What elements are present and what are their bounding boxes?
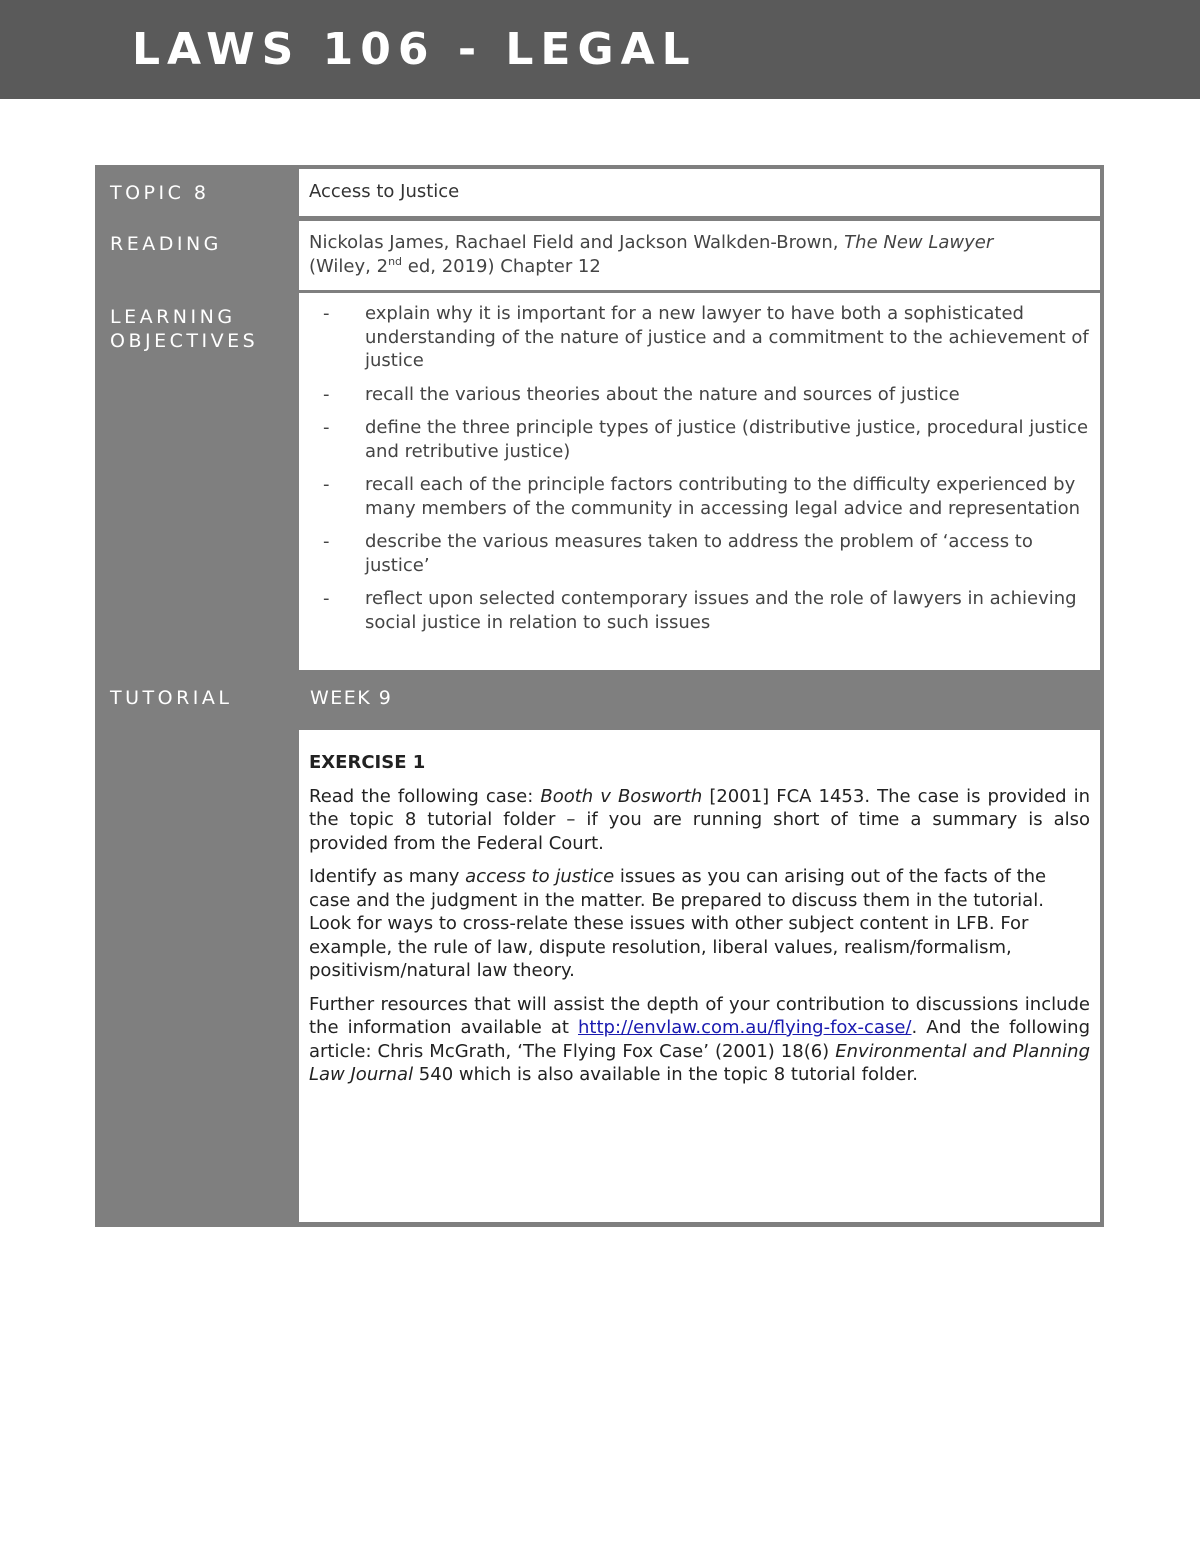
topic-value-cell — [299, 169, 1100, 216]
objectives-cell — [299, 293, 1100, 670]
list-item — [309, 416, 1090, 463]
exercise-cell — [299, 730, 1100, 1222]
list-item — [309, 302, 1090, 373]
topic-value: Access to Justice — [309, 181, 460, 202]
tutorial-label: TUTORIAL — [110, 687, 233, 709]
reading-label: READING — [110, 233, 222, 255]
exercise-paragraph-2 — [309, 865, 1090, 983]
topic-label: TOPIC 8 — [110, 182, 210, 204]
exercise-title: EXERCISE 1 — [309, 752, 426, 773]
p3-text-c: 540 which is also available in the topic 8 tutorial folder. — [413, 1064, 918, 1085]
objective-text: describe the various measures taken to address the problem of ‘access to justice’ — [365, 531, 1033, 576]
learning-objectives-label — [110, 305, 258, 353]
objective-text: reflect upon selected contemporary issues and the role of lawyers in achieving social justice in relation to such issues — [365, 588, 1077, 633]
reading-book-title: The New Lawyer — [844, 232, 994, 253]
bullet-dash: - — [323, 588, 330, 609]
reading-pub-suffix: ed, 2019) Chapter 12 — [402, 255, 601, 277]
objectives-list — [309, 302, 1090, 634]
list-item — [309, 587, 1090, 634]
week-band — [299, 673, 1100, 727]
objective-text: define the three principle types of justice (distributive justice, procedural justice and retributive justice) — [365, 417, 1089, 462]
objective-text: recall the various theories about the nature and sources of justice — [365, 383, 960, 405]
bullet-dash: - — [323, 417, 330, 438]
p2-text-b: issues as you can arising out of the facts of the case and the judgment in the matter. Be prepared to discuss them in the tutorial. Look for ways to cross-relate these issues with other subject content in LFB. For example, the rule of law, dispute resolution, liberal values, realism/formalism, positivism/natural law theory. — [309, 866, 1047, 981]
exercise-paragraph-3 — [309, 993, 1090, 1087]
objective-text: recall each of the principle factors contributing to the difficulty experienced by many members of the community in accessing legal advice and representation — [365, 474, 1081, 519]
bullet-dash: - — [323, 303, 330, 324]
p3-text-a: Further resources that will assist the depth of your contribution to discussions include the information available at — [309, 993, 1090, 1038]
case-name: Booth v Bosworth — [540, 785, 703, 807]
p1-text-b: [2001] FCA 1453. The case is provided in the topic 8 tutorial folder – if you are running short of time a summary is also provided from the Federal Court. — [309, 785, 1090, 854]
document-title: LAWS 106 - LEGAL — [132, 24, 697, 75]
reading-pub-prefix: (Wiley, 2 — [309, 255, 389, 277]
journal-name: Environmental and Planning Law Journal — [309, 1040, 1090, 1085]
week-label: WEEK 9 — [310, 687, 393, 709]
p2-text-a: Identify as many — [309, 866, 466, 887]
p3-text-b: . And the following article: Chris McGrath, ‘The Flying Fox Case’ (2001) 18(6) — [309, 1017, 1090, 1062]
p1-text-a: Read the following case: — [309, 785, 541, 807]
resource-link[interactable]: http://envlaw.com.au/flying-fox-case/ — [578, 1017, 912, 1038]
objective-text: explain why it is important for a new lawyer to have both a sophisticated understanding of the nature of justice and a commitment to the achievement of justice — [365, 303, 1089, 371]
list-item — [309, 383, 1090, 407]
list-item — [309, 473, 1090, 520]
exercise-paragraph-1 — [309, 785, 1090, 856]
learning-objectives-label-line2: OBJECTIVES — [110, 330, 259, 352]
reading-authors: Nickolas James, Rachael Field and Jackson Walkden-Brown, — [309, 232, 845, 253]
header-band — [0, 0, 1200, 99]
learning-objectives-label-line1: LEARNING — [110, 306, 236, 328]
list-item — [309, 530, 1090, 577]
bullet-dash: - — [323, 531, 330, 552]
p2-emphasis: access to justice — [465, 866, 615, 887]
reading-pub-sup: nd — [388, 254, 403, 268]
reading-cell — [299, 221, 1100, 290]
bullet-dash: - — [323, 383, 330, 405]
bullet-dash: - — [323, 474, 330, 495]
